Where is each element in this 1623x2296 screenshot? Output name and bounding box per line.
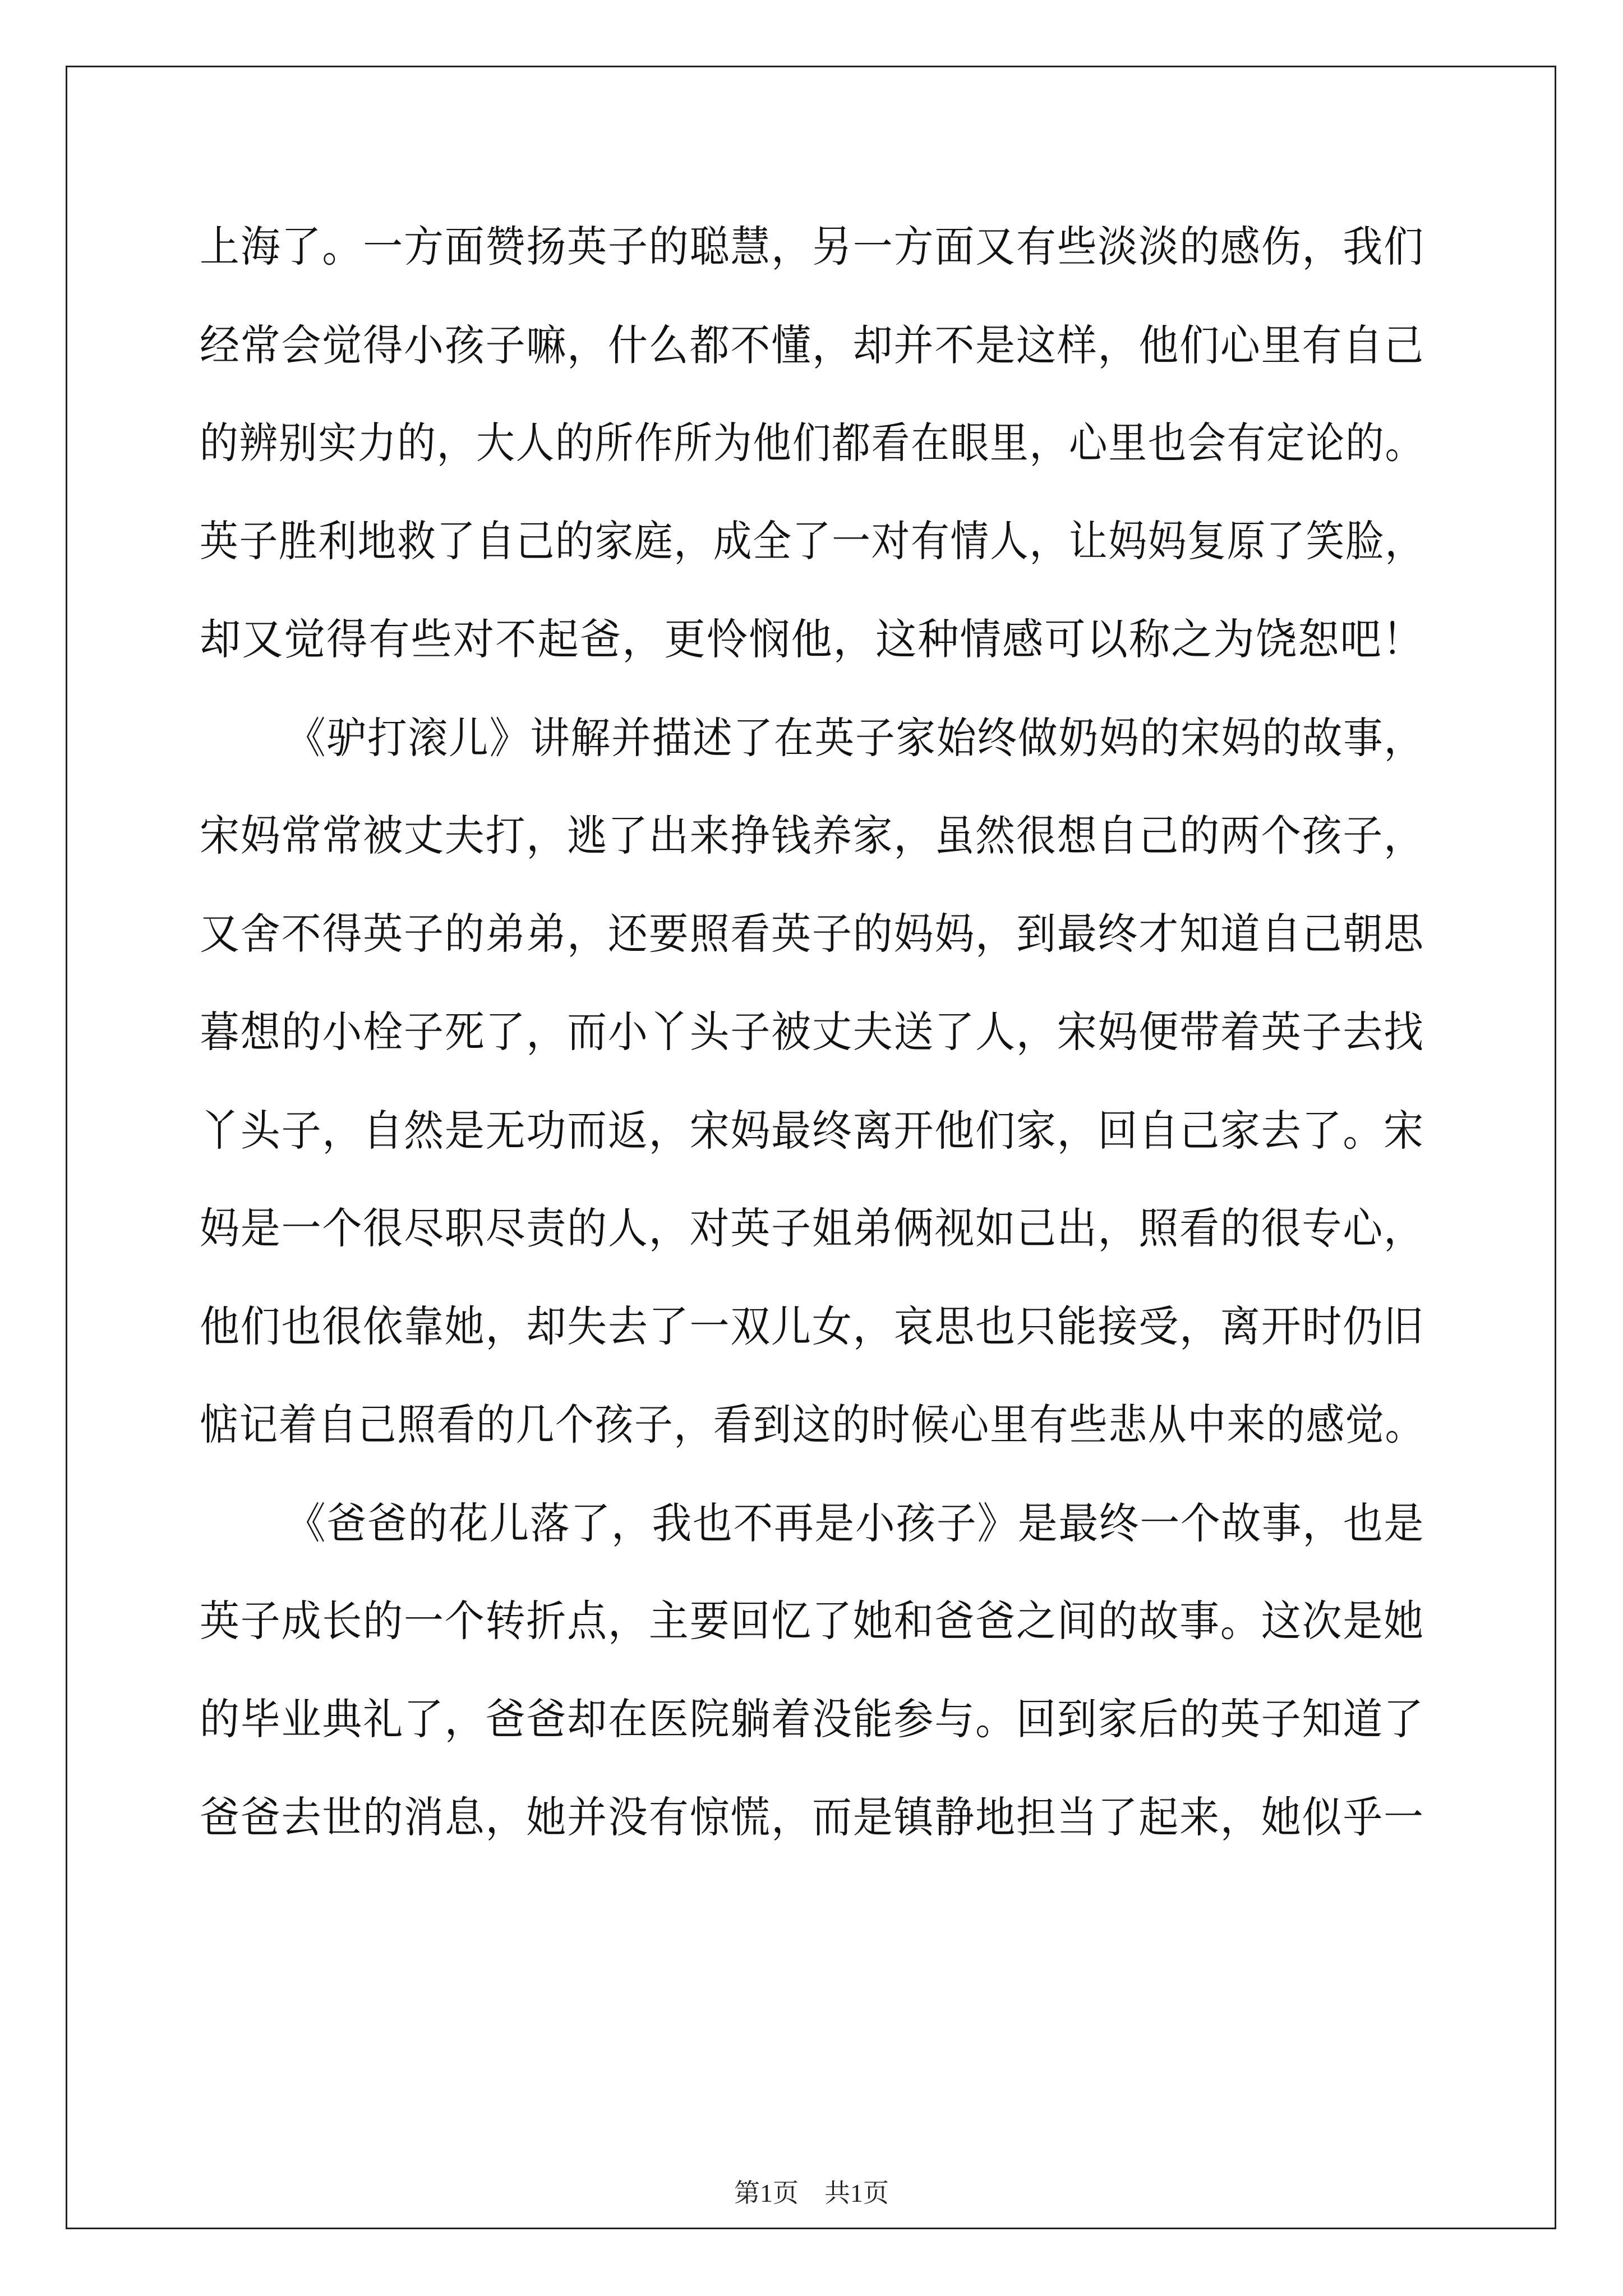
text-line: 的辨别实力的，大人的所作所为他们都看在眼里，心里也会有定论的。 (200, 418, 1424, 468)
text-line: 上海了。一方面赞扬英子的聪慧，另一方面又有些淡淡的感伤，我们 (200, 222, 1424, 272)
text-line: 暮想的小栓子死了，而小丫头子被丈夫送了人，宋妈便带着英子去找 (200, 1007, 1424, 1057)
text-line: 他们也很依靠她，却失去了一双儿女，哀思也只能接受，离开时仍旧 (200, 1301, 1424, 1351)
text-line: 英子胜利地救了自己的家庭，成全了一对有情人，让妈妈复原了笑脸， (200, 516, 1424, 566)
text-line: 宋妈常常被丈夫打，逃了出来挣钱养家，虽然很想自己的两个孩子， (200, 811, 1424, 861)
text-line: 丫头子，自然是无功而返，宋妈最终离开他们家，回自己家去了。宋 (200, 1106, 1424, 1156)
text-line: 经常会觉得小孩子嘛，什么都不懂，却并不是这样，他们心里有自己 (200, 320, 1424, 370)
paragraph-start-line: 《驴打滚儿》讲解并描述了在英子家始终做奶妈的宋妈的故事， (286, 713, 1425, 763)
text-line: 却又觉得有些对不起爸，更怜悯他，这种情感可以称之为饶恕吧！ (200, 614, 1424, 664)
text-line: 惦记着自己照看的几个孩子，看到这的时候心里有些悲从中来的感觉。 (200, 1400, 1424, 1450)
page-number-footer: 第1页 共1页 (734, 2179, 889, 2207)
text-line: 英子成长的一个转折点，主要回忆了她和爸爸之间的故事。这次是她 (200, 1596, 1424, 1646)
text-line: 爸爸去世的消息，她并没有惊慌，而是镇静地担当了起来，她似乎一 (200, 1792, 1424, 1842)
text-line: 又舍不得英子的弟弟，还要照看英子的妈妈，到最终才知道自己朝思 (200, 909, 1424, 959)
paragraph-start-line: 《爸爸的花儿落了，我也不再是小孩子》是最终一个故事，也是 (286, 1498, 1425, 1548)
text-line: 妈是一个很尽职尽责的人，对英子姐弟俩视如己出，照看的很专心， (200, 1203, 1424, 1253)
text-line: 的毕业典礼了，爸爸却在医院躺着没能参与。回到家后的英子知道了 (200, 1694, 1424, 1744)
